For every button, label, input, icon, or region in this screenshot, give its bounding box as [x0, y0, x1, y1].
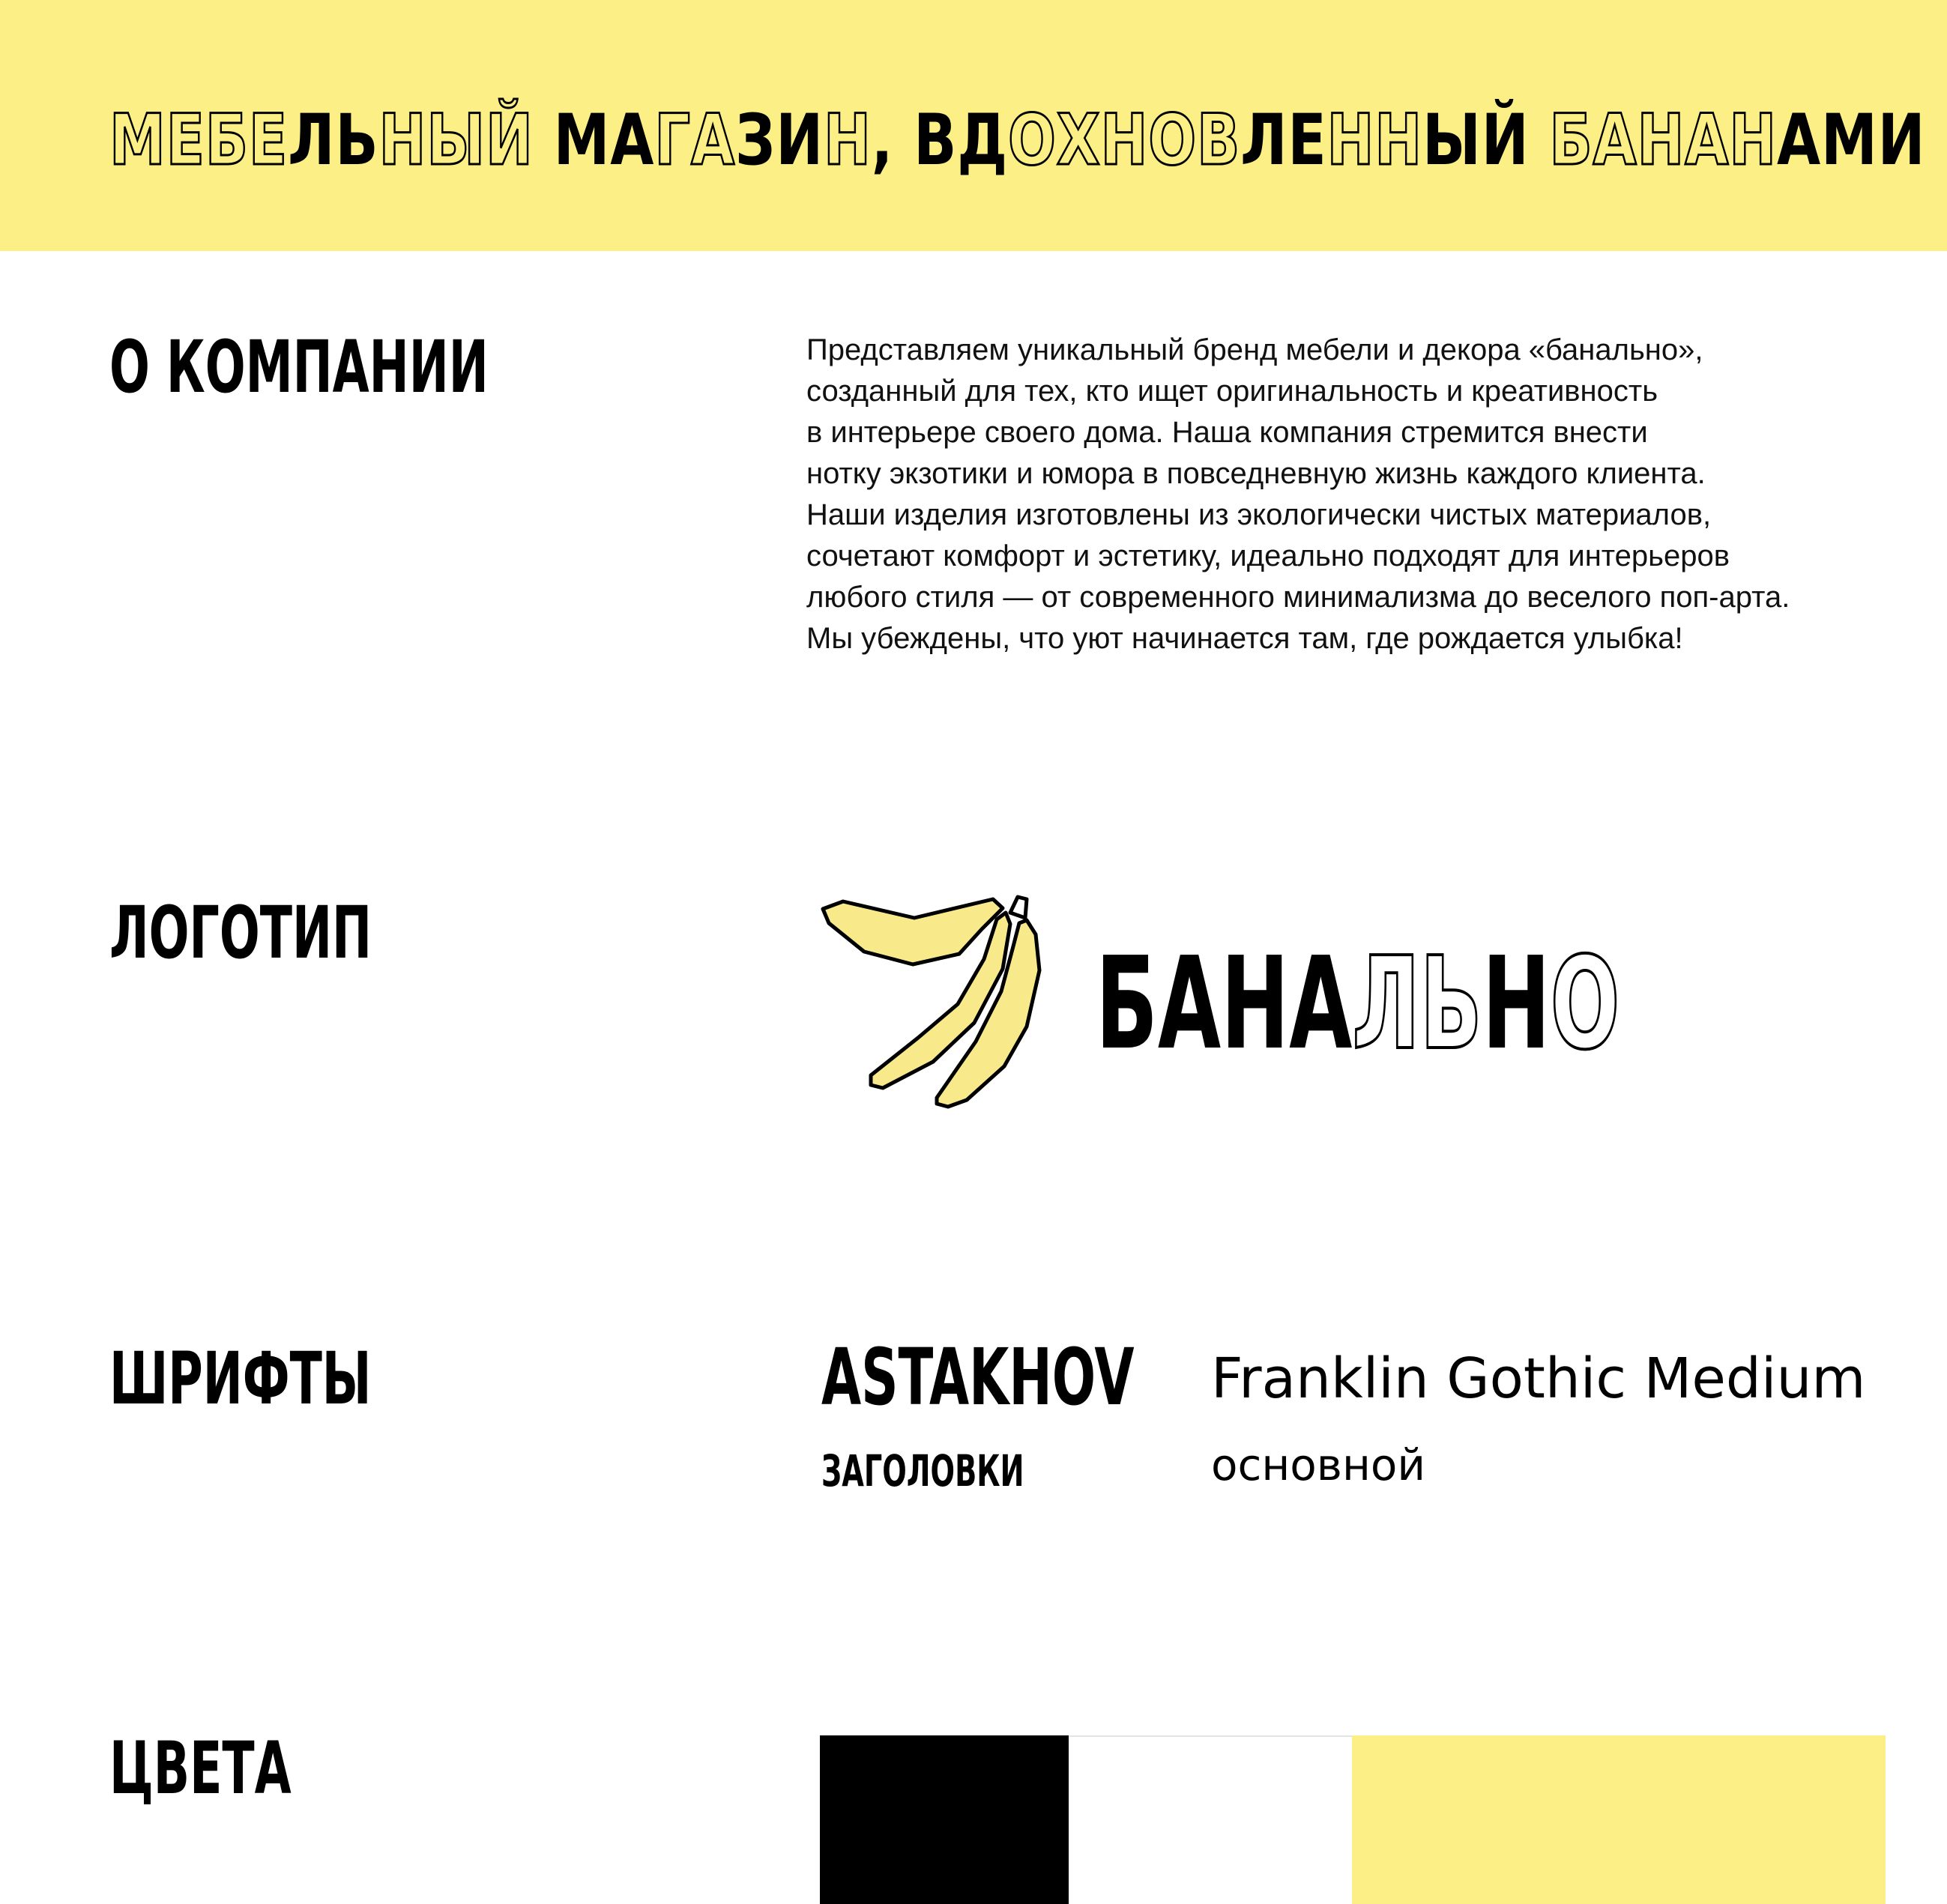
logo-heading: ЛОГОТИП	[109, 891, 372, 975]
title-part: БАНАН	[1529, 100, 1778, 181]
font-name-astakhov: ASTAKHOV	[821, 1332, 1135, 1423]
logo-word-part: Н	[1482, 930, 1551, 1078]
colors-heading: ЦВЕТА	[109, 1726, 292, 1810]
about-text-line: Наши изделия изготовлены из экологически чистых материалов,	[806, 498, 1712, 531]
title-part: ЗИ	[735, 100, 824, 181]
color-swatch-black	[820, 1735, 1069, 1904]
banana-bunch-icon	[817, 888, 1064, 1113]
font-role-body: основной	[1211, 1439, 1426, 1490]
title-part: ОХНОВ	[1007, 100, 1241, 181]
color-swatch-white	[1069, 1735, 1352, 1904]
banana-logo-svg	[817, 888, 1064, 1113]
title-part: ЛЬ	[288, 100, 379, 181]
title-part: ЛЕ	[1240, 100, 1327, 181]
fonts-heading: ШРИФТЫ	[109, 1337, 372, 1421]
title-part: НН	[1326, 100, 1422, 181]
font-role-headings: ЗАГОЛОВКИ	[821, 1445, 1024, 1496]
title-part: АМИ	[1777, 100, 1926, 181]
about-text-line: любого стиля — от современного минимализма до веселого поп-арта.	[806, 581, 1790, 614]
about-text-line: созданный для тех, кто ищет оригинальность и креативность	[806, 375, 1658, 408]
about-text-line: в интерьере своего дома. Наша компания стремится внести	[806, 416, 1648, 449]
page-title	[109, 96, 1926, 186]
title-part: НЫЙ	[378, 100, 534, 181]
about-text-line: Представляем уникальный бренд мебели и декора «банально»,	[806, 333, 1703, 366]
header-banner	[0, 0, 1947, 251]
logo-word-part: БАНА	[1096, 930, 1353, 1078]
about-text-line: нотку экзотики и юмора в повседневную жизнь каждого клиента.	[806, 457, 1706, 490]
color-swatch-yellow	[1352, 1735, 1886, 1904]
font-name-franklin: Franklin Gothic Medium	[1211, 1347, 1866, 1411]
about-heading: О КОМПАНИИ	[109, 325, 489, 409]
logo-word-part: ЛЬ	[1352, 930, 1482, 1078]
title-part: , В	[871, 100, 958, 181]
about-text-line: Мы убеждены, что уют начинается там, где рождается улыбка!	[806, 622, 1683, 655]
about-text	[806, 330, 1886, 659]
title-part: ГА	[654, 100, 736, 181]
title-part: Д	[957, 100, 1008, 181]
title-part: МЕБЕ	[109, 100, 289, 181]
logo-wordmark	[1096, 930, 1620, 1078]
title-part: ЫЙ	[1422, 100, 1530, 181]
about-text-line: сочетают комфорт и эстетику, идеально подходят для интерьеров	[806, 540, 1730, 572]
title-part: Н	[823, 100, 872, 181]
title-part: МА	[533, 100, 655, 181]
logo-word-part: О	[1550, 930, 1620, 1078]
